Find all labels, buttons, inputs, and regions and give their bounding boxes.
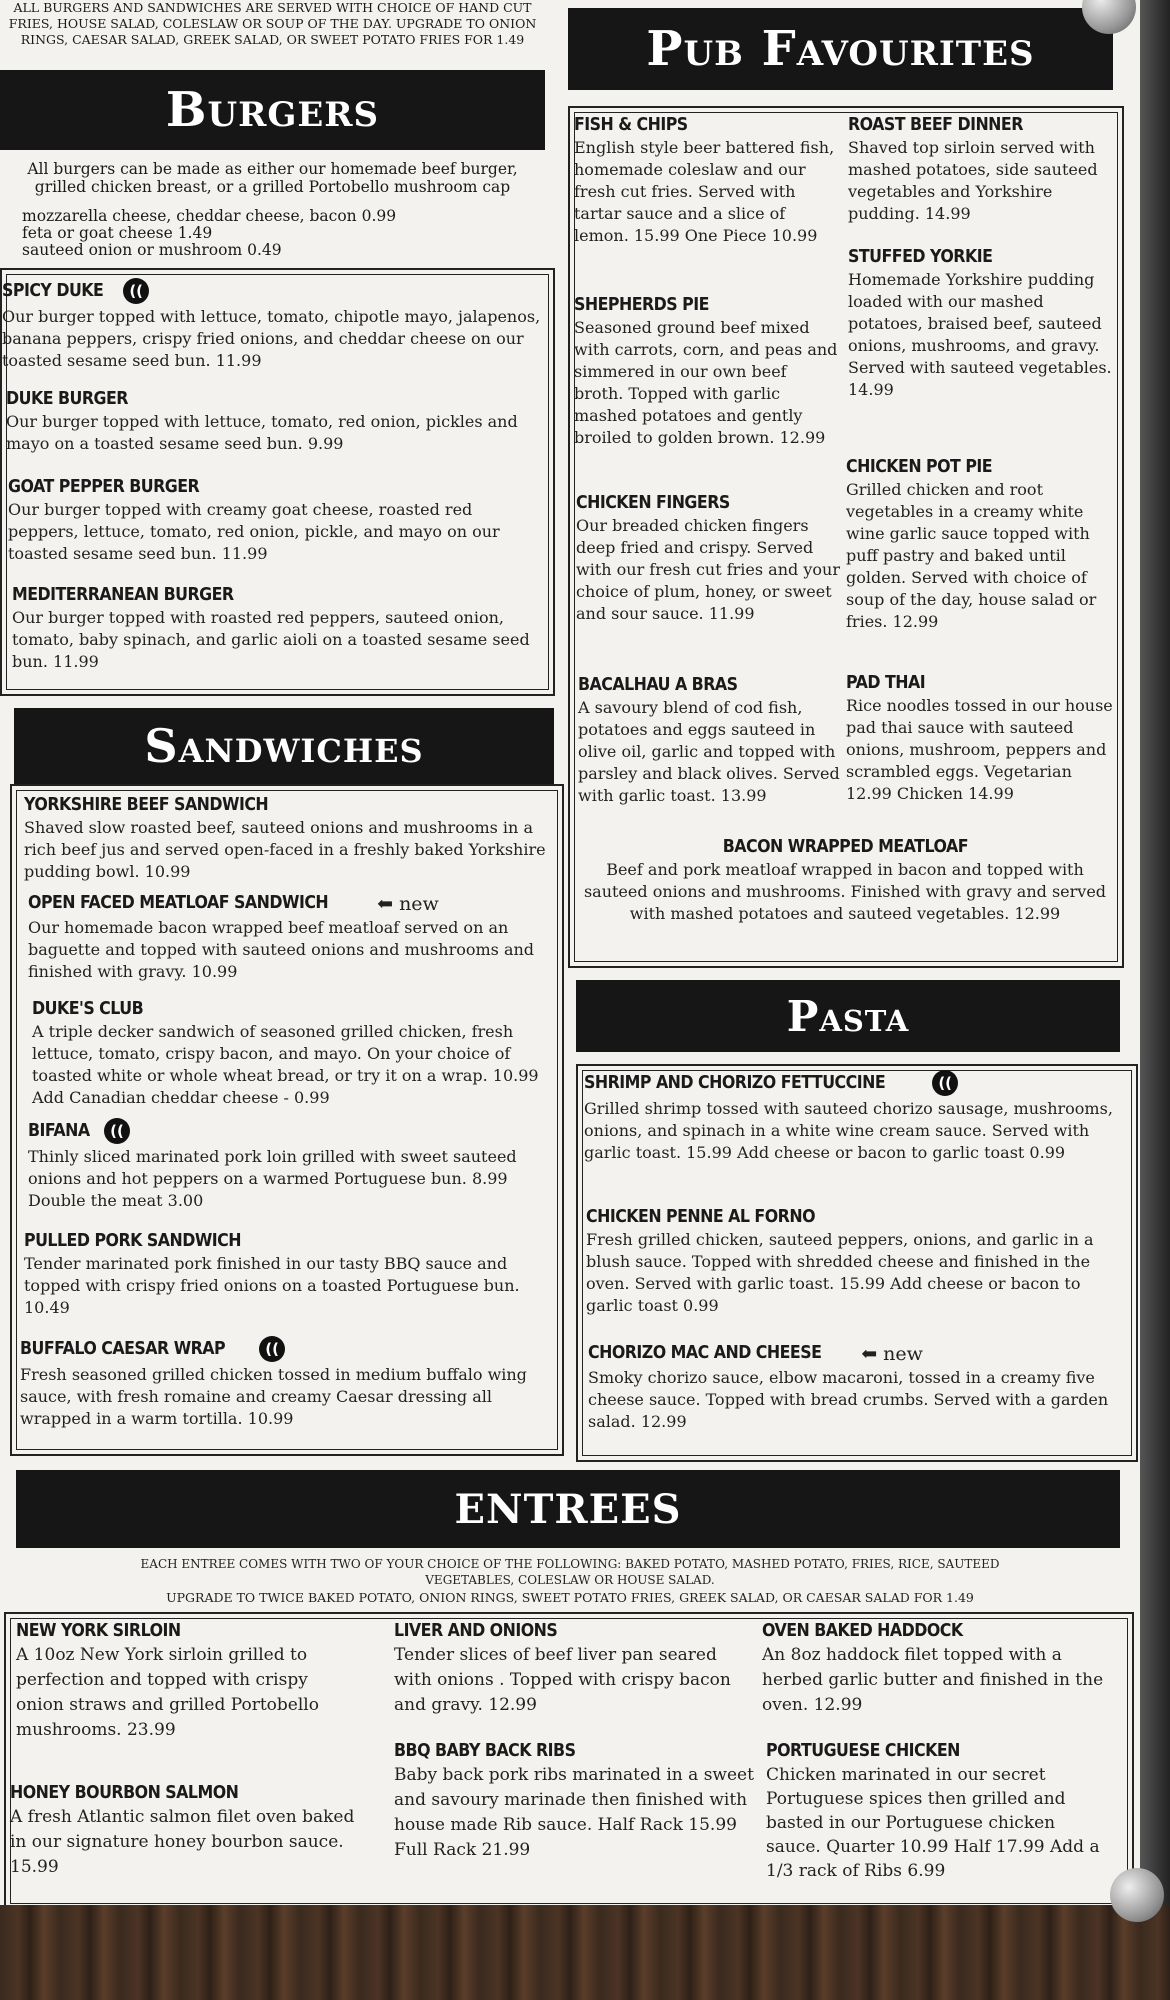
board-edge (1140, 0, 1170, 1905)
menu-item (28, 1118, 553, 1212)
menu-item (848, 246, 1113, 401)
item-name: BACALHAU A BRAS (578, 674, 738, 695)
item-name: BIFANA (28, 1119, 90, 1141)
menu-item (8, 476, 538, 565)
item-desc: Beef and pork meatloaf wrapped in bacon and topped with sauteed onions and mushrooms. Finished with gravy and served with mashed potatoes and sauteed vegetables. 12.99 (583, 860, 1107, 923)
menu-item (10, 1782, 355, 1880)
menu-item (24, 1230, 549, 1319)
burgers-note: All burgers can be made as either our homemade beef burger, grilled chicken breast, or a grilled Portobello mushroom cap (27, 160, 518, 196)
item-desc: Fresh seasoned grilled chicken tossed in medium buffalo wing sauce, with fresh romaine and creamy Caesar dressing all wrapped in a warm tortilla. 10.99 (20, 1365, 527, 1428)
new-label: new (399, 892, 439, 915)
menu-item (846, 456, 1114, 633)
item-desc: Rice noodles tossed in our house pad thai sauce with sauteed onions, mushroom, peppers and scrambled eggs. Vegetarian 12.99 Chicken 14.99 (846, 696, 1113, 803)
menu-item (32, 998, 557, 1109)
addon-line: sauteed onion or mushroom 0.49 (22, 241, 282, 259)
item-desc: Grilled shrimp tossed with sauteed chorizo sausage, mushrooms, onions, and spinach in a white wine cream sauce. Served with garlic toast. 15.99 Add cheese or bacon to garlic toast 0.99 (584, 1099, 1113, 1162)
menu-item (574, 294, 839, 449)
item-name: BUFFALO CAESAR WRAP (20, 1337, 226, 1359)
item-name: DUKE'S CLUB (32, 998, 144, 1019)
menu-item (28, 892, 553, 983)
burgers-banner (0, 70, 545, 150)
item-name: SHRIMP AND CHORIZO FETTUCCINE (584, 1071, 886, 1093)
menu-item (580, 836, 1110, 925)
menu-item (848, 114, 1113, 225)
item-desc: A triple decker sandwich of seasoned grilled chicken, fresh lettuce, tomato, crispy bacon, and mayo. On your choice of toasted white or whole wheat bread, or try it on a wrap. 10.99 Add Canadian cheddar cheese - 0.99 (32, 1022, 539, 1107)
pub-banner (568, 8, 1113, 90)
item-name: CHICKEN PENNE AL FORNO (586, 1206, 816, 1227)
item-name: SPICY DUKE (2, 279, 104, 301)
item-desc: Seasoned ground beef mixed with carrots, corn, and peas and simmered in our own beef broth. Topped with garlic mashed potatoes and gently broiled to golden brown. 12.99 (574, 318, 838, 447)
item-desc: Fresh grilled chicken, sauteed peppers, onions, and garlic in a blush sauce. Topped with shredded cheese and finished in the oven. Served with garlic toast. 15.99 Add cheese or bacon to garlic toast 0.99 (586, 1230, 1094, 1315)
item-name: LIVER AND ONIONS (394, 1620, 558, 1641)
new-tag: ⬅ new (861, 1342, 923, 1365)
item-desc: A 10oz New York sirloin grilled to perfection and topped with crispy onion straws and grilled Portobello mushrooms. 23.99 (16, 1645, 319, 1740)
menu-item (394, 1620, 754, 1718)
menu-item (6, 388, 536, 455)
item-name: OVEN BAKED HADDOCK (762, 1620, 963, 1641)
menu-item (12, 584, 542, 673)
item-name: ROAST BEEF DINNER (848, 114, 1023, 135)
item-desc: A fresh Atlantic salmon filet oven baked in our signature honey bourbon sauce. 15.99 (10, 1807, 355, 1877)
menu-item (762, 1620, 1107, 1718)
item-name: CHICKEN FINGERS (576, 492, 730, 513)
item-desc: Our burger topped with lettuce, tomato, red onion, pickles and mayo on a toasted sesame seed bun. 9.99 (6, 412, 518, 453)
item-desc: Grilled chicken and root vegetables in a creamy white wine garlic sauce topped with puff pastry and baked until golden. Served with choice of soup of the day, house salad or fries. 12.99 (846, 480, 1097, 631)
item-desc: Shaved slow roasted beef, sauteed onions and mushrooms in a rich beef jus and served open-faced in a freshly baked Yorkshire pudding bowl. 10.99 (24, 818, 546, 881)
item-desc: Shaved top sirloin served with mashed potatoes, side sauteed vegetables and Yorkshire pudding. 14.99 (848, 138, 1098, 223)
menu-item (24, 794, 549, 883)
spicy-icon: (( (259, 1336, 285, 1362)
item-name: FISH & CHIPS (574, 114, 688, 135)
item-name: OPEN FACED MEATLOAF SANDWICH (28, 892, 329, 913)
item-desc: Our burger topped with creamy goat cheese, roasted red peppers, lettuce, tomato, red onion, pickle, and mayo on our toasted sesame seed bun. 11.99 (8, 500, 500, 563)
menu-item (766, 1740, 1111, 1883)
pin-icon (1110, 1868, 1164, 1922)
menu-item (576, 492, 841, 625)
top-note: ALL BURGERS AND SANDWICHES ARE SERVED WITH CHOICE OF HAND CUT FRIES, HOUSE SALAD, COLESLAW OR SOUP OF THE DAY. UPGRADE TO ONION RINGS, CAESAR SALAD, GREEK SALAD, OR SWEET POTATO FRIES FOR 1.49 (8, 0, 537, 47)
item-desc: Chicken marinated in our secret Portuguese spices then grilled and basted in our Portuguese chicken sauce. Quarter 10.99 Half 17.99 Add a 1/3 rack of Ribs 6.99 (766, 1765, 1100, 1881)
entrees-title: ENTREES (454, 1485, 682, 1533)
item-name: GOAT PEPPER BURGER (8, 476, 200, 497)
new-tag: ⬅ new (377, 892, 439, 915)
menu-item (584, 1070, 1124, 1164)
sandwiches-title: Sandwiches (144, 719, 424, 773)
item-desc: Thinly sliced marinated pork loin grilled with sweet sauteed onions and hot peppers on a warmed Portuguese bun. 8.99 Double the meat 3.00 (28, 1147, 517, 1210)
item-name: SHEPHERDS PIE (574, 294, 709, 315)
addon-line: mozzarella cheese, cheddar cheese, bacon 0.99 (22, 207, 397, 225)
item-desc: Smoky chorizo sauce, elbow macaroni, tossed in a creamy five cheese sauce. Topped with bread crumbs. Served with a garden salad. 12.99 (588, 1367, 1109, 1431)
item-name: CHORIZO MAC AND CHEESE (588, 1342, 822, 1363)
menu-item (2, 278, 542, 372)
item-desc: An 8oz haddock filet topped with a herbed garlic butter and finished in the oven. 12.99 (762, 1645, 1104, 1715)
item-name: STUFFED YORKIE (848, 246, 993, 267)
menu-item (588, 1342, 1128, 1433)
item-name: YORKSHIRE BEEF SANDWICH (24, 794, 269, 815)
item-name: MEDITERRANEAN BURGER (12, 584, 234, 605)
addon-line: feta or goat cheese 1.49 (22, 224, 213, 242)
menu-item (586, 1206, 1126, 1317)
pub-title: Pub Favourites (646, 21, 1035, 77)
item-name: NEW YORK SIRLOIN (16, 1620, 181, 1641)
item-desc: Our burger topped with roasted red peppers, sauteed onion, tomato, baby spinach, and garlic aioli on a toasted sesame seed bun. 11.99 (12, 608, 530, 671)
burgers-title: Burgers (165, 82, 380, 138)
item-desc: Homemade Yorkshire pudding loaded with our mashed potatoes, braised beef, sauteed onions, mushrooms, and gravy. Served with sauteed vegetables. 14.99 (848, 270, 1112, 399)
item-name: HONEY BOURBON SALMON (10, 1782, 239, 1803)
menu-item (578, 674, 843, 807)
item-desc: Baby back pork ribs marinated in a sweet and savoury marinade then finished with house made Rib sauce. Half Rack 15.99 Full Rack 21.99 (394, 1765, 754, 1860)
item-name: BACON WRAPPED MEATLOAF (722, 836, 968, 857)
entrees-banner (16, 1470, 1120, 1548)
menu-item (574, 114, 839, 247)
item-name: PAD THAI (846, 672, 926, 693)
item-desc: Tender marinated pork finished in our tasty BBQ sauce and topped with crispy fried onions on a toasted Portuguese bun. 10.49 (24, 1254, 520, 1317)
pasta-banner (576, 980, 1120, 1052)
sandwiches-banner (14, 708, 554, 784)
item-desc: Our breaded chicken fingers deep fried and crispy. Served with our fresh cut fries and your choice of plum, honey, or sweet and sour sauce. 11.99 (576, 516, 840, 623)
menu-item (16, 1620, 361, 1743)
item-desc: Our burger topped with lettuce, tomato, chipotle mayo, jalapenos, banana peppers, crispy fried onions, and cheddar cheese on our toasted sesame seed bun. 11.99 (2, 307, 541, 370)
entrees-upgrade-note: UPGRADE TO TWICE BAKED POTATO, ONION RINGS, SWEET POTATO FRIES, GREEK SALAD, OR CAESAR SALAD FOR 1.49 (166, 1590, 974, 1605)
spicy-icon: (( (932, 1070, 958, 1096)
item-name: PORTUGUESE CHICKEN (766, 1740, 960, 1761)
menu-item (20, 1336, 550, 1430)
spicy-icon: (( (104, 1118, 130, 1144)
item-desc: English style beer battered fish, homemade coleslaw and our fresh cut fries. Served with tartar sauce and a slice of lemon. 15.99 One Piece 10.99 (574, 138, 835, 245)
item-name: CHICKEN POT PIE (846, 456, 993, 477)
item-desc: Tender slices of beef liver pan seared with onions . Topped with crispy bacon and gravy. 12.99 (394, 1645, 731, 1715)
item-desc: A savoury blend of cod fish, potatoes and eggs sauteed in olive oil, garlic and topped with parsley and black olives. Served with garlic toast. 13.99 (578, 698, 840, 805)
new-label: new (883, 1342, 923, 1365)
item-name: DUKE BURGER (6, 388, 128, 409)
entrees-note: EACH ENTREE COMES WITH TWO OF YOUR CHOICE OF THE FOLLOWING: BAKED POTATO, MASHED POTATO, FRIES, RICE, SAUTEED VEGETABLES, COLESLAW OR HOUSE SALAD. (140, 1557, 1000, 1587)
item-name: PULLED PORK SANDWICH (24, 1230, 241, 1251)
burger-addons (22, 208, 396, 259)
wood-table (0, 1905, 1170, 2000)
pasta-title: Pasta (786, 991, 910, 1041)
item-desc: Our homemade bacon wrapped beef meatloaf served on an baguette and topped with sauteed onions and mushrooms and finished with gravy. 10.99 (28, 917, 535, 981)
item-name: BBQ BABY BACK RIBS (394, 1740, 576, 1761)
spicy-icon: (( (123, 278, 149, 304)
menu-item (846, 672, 1114, 805)
menu-item (394, 1740, 754, 1863)
